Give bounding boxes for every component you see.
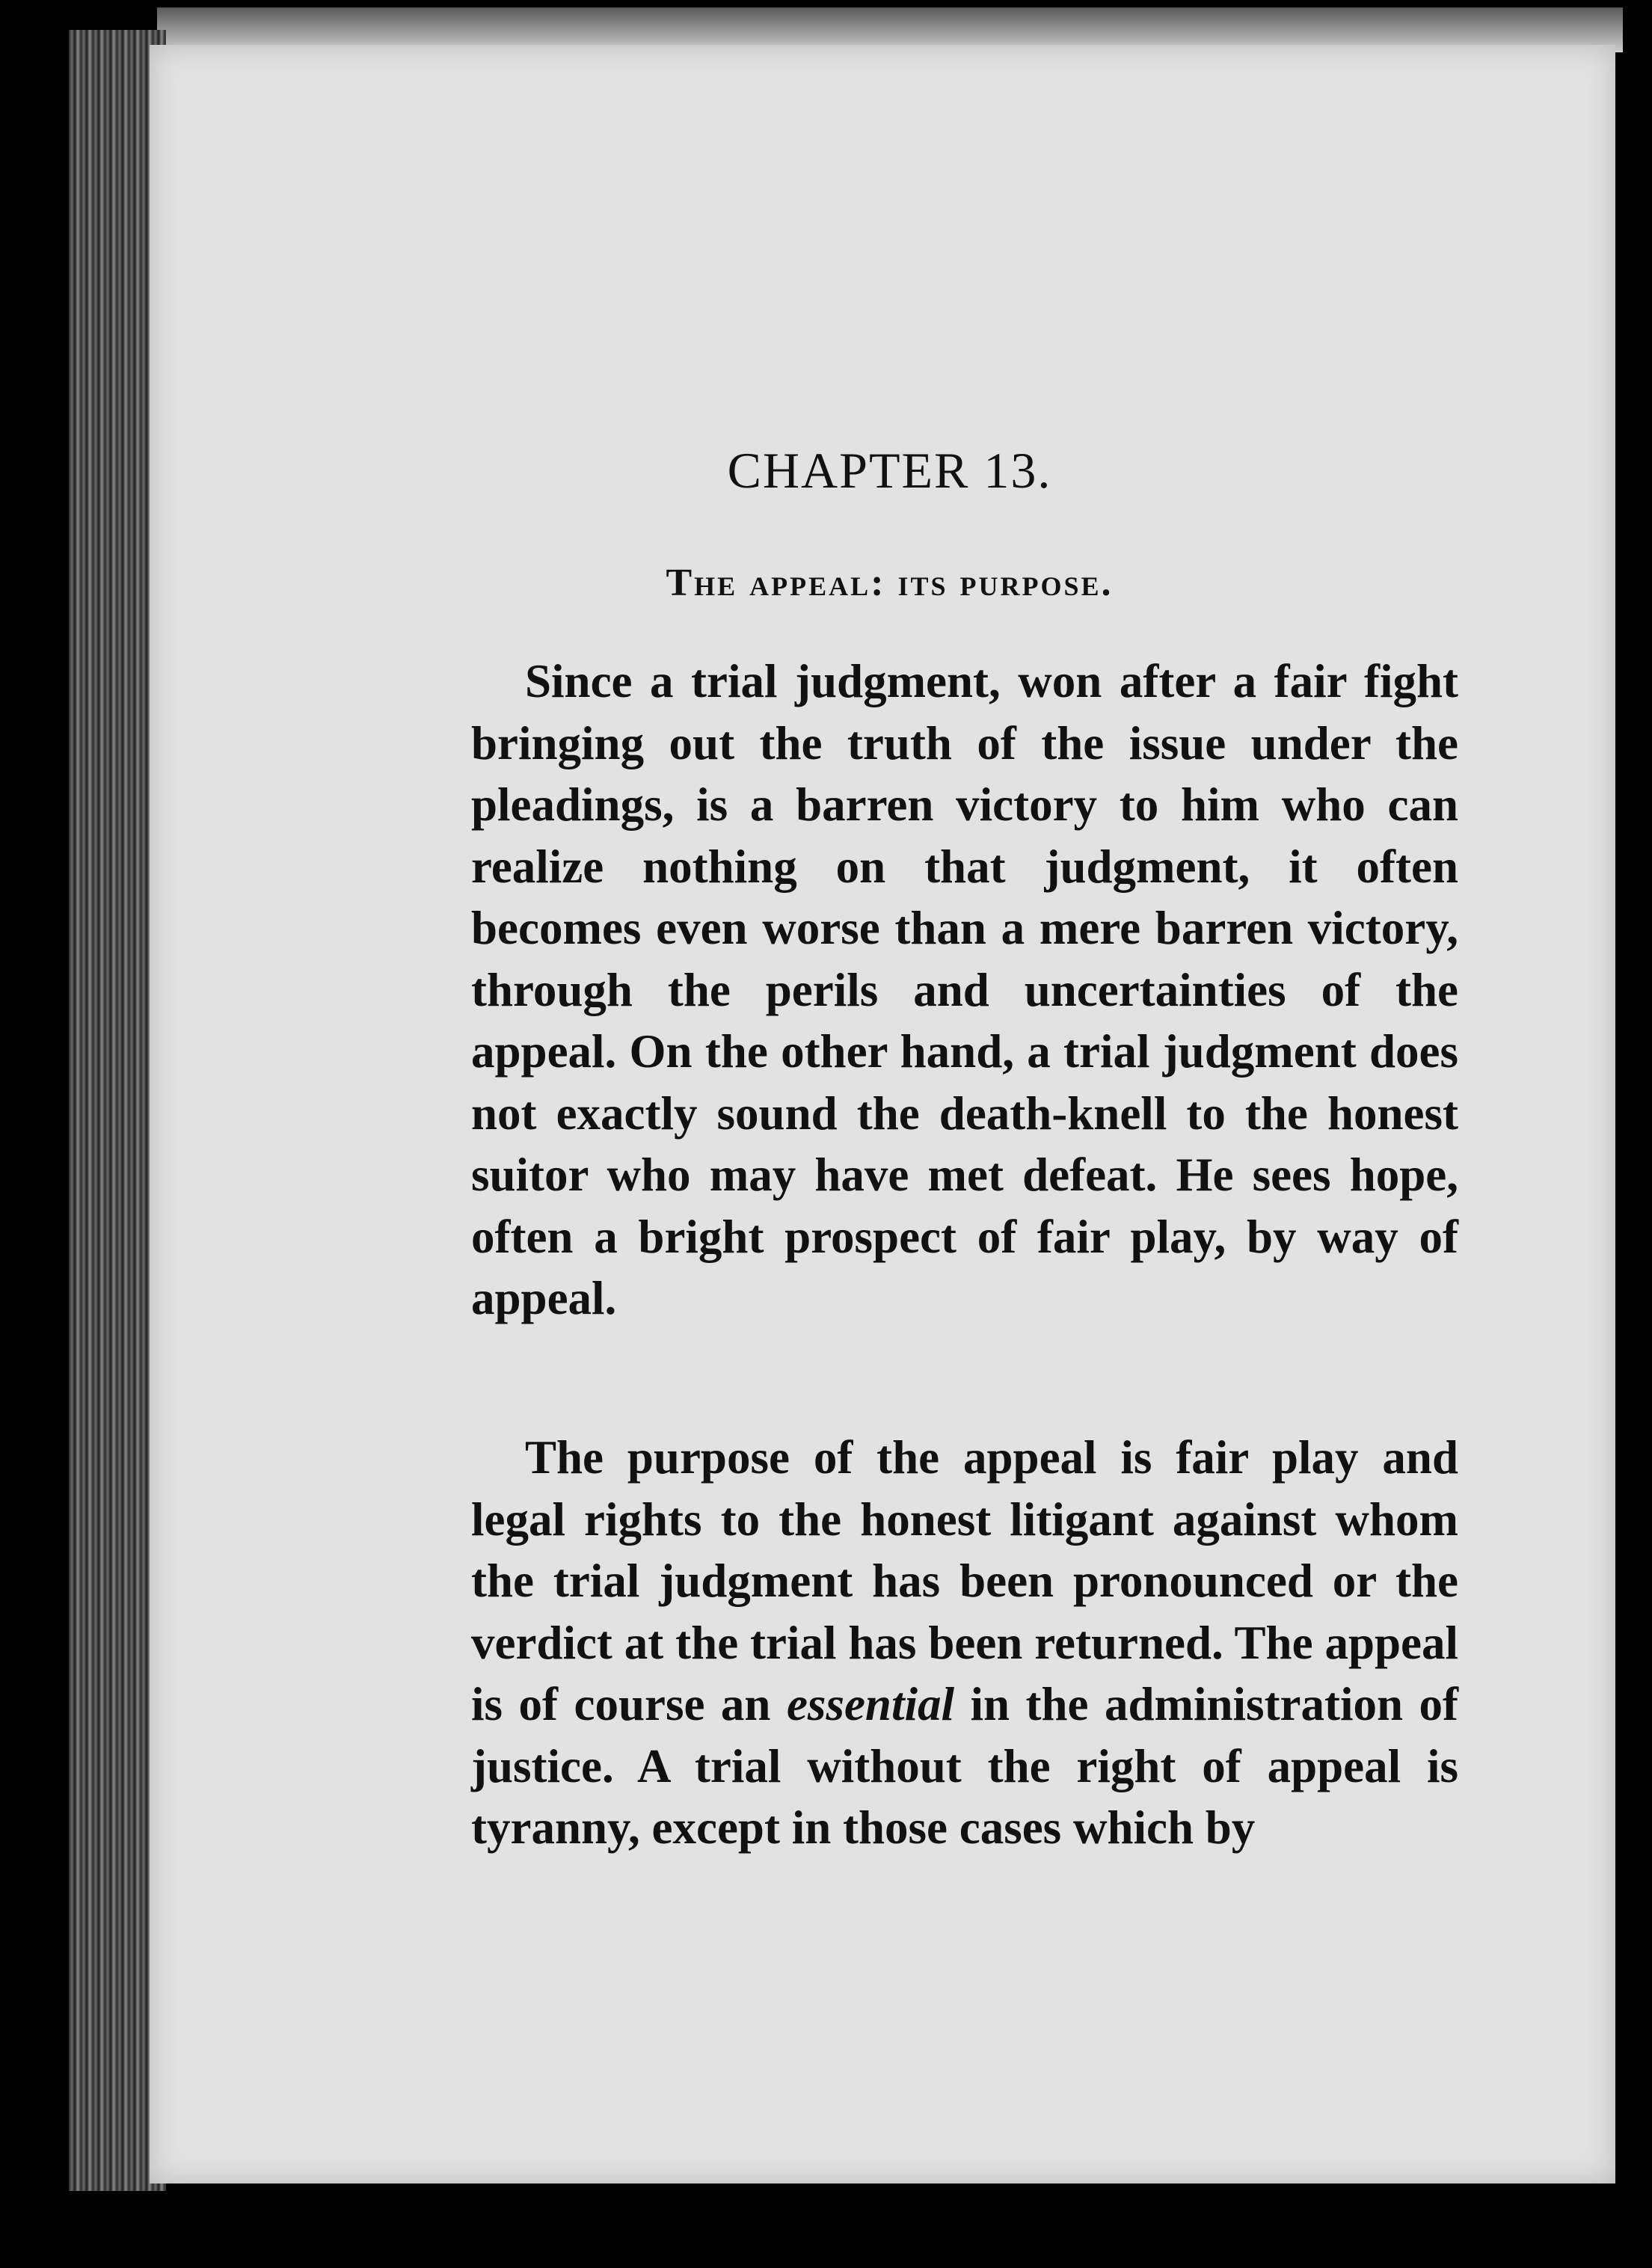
chapter-title: The appeal: its purpose. — [666, 562, 1114, 604]
paragraph-2-text-end: in the administration of justice. A trial without the right of appeal is tyranny, except in those cases which by — [471, 1678, 1459, 1854]
paragraph-2-emphasis: essential — [786, 1678, 954, 1730]
chapter-number: CHAPTER 13. — [727, 442, 1052, 499]
paragraph-2-text-start: The purpose of the appeal is fair play and legal rights to the honest litigant against whom the trial judgment has been pronounced or the verdict at the trial has been returned. The appeal is of course an — [471, 1431, 1458, 1730]
paragraph-2 — [471, 1427, 1458, 1859]
paragraph-1: Since a trial judgment, won after a fair fight bringing out the truth of the issue under the pleadings, is a barren victory to him who can realize nothing on that judgment, it often becomes even worse than a mere barren victory, through the perils and uncertainties of the appeal. On the other hand, a trial judgment does not exactly sound the death-knell to the honest suitor who may have met defeat. He sees hope, often a bright prospect of fair play, by way of appeal. — [471, 655, 1458, 1324]
